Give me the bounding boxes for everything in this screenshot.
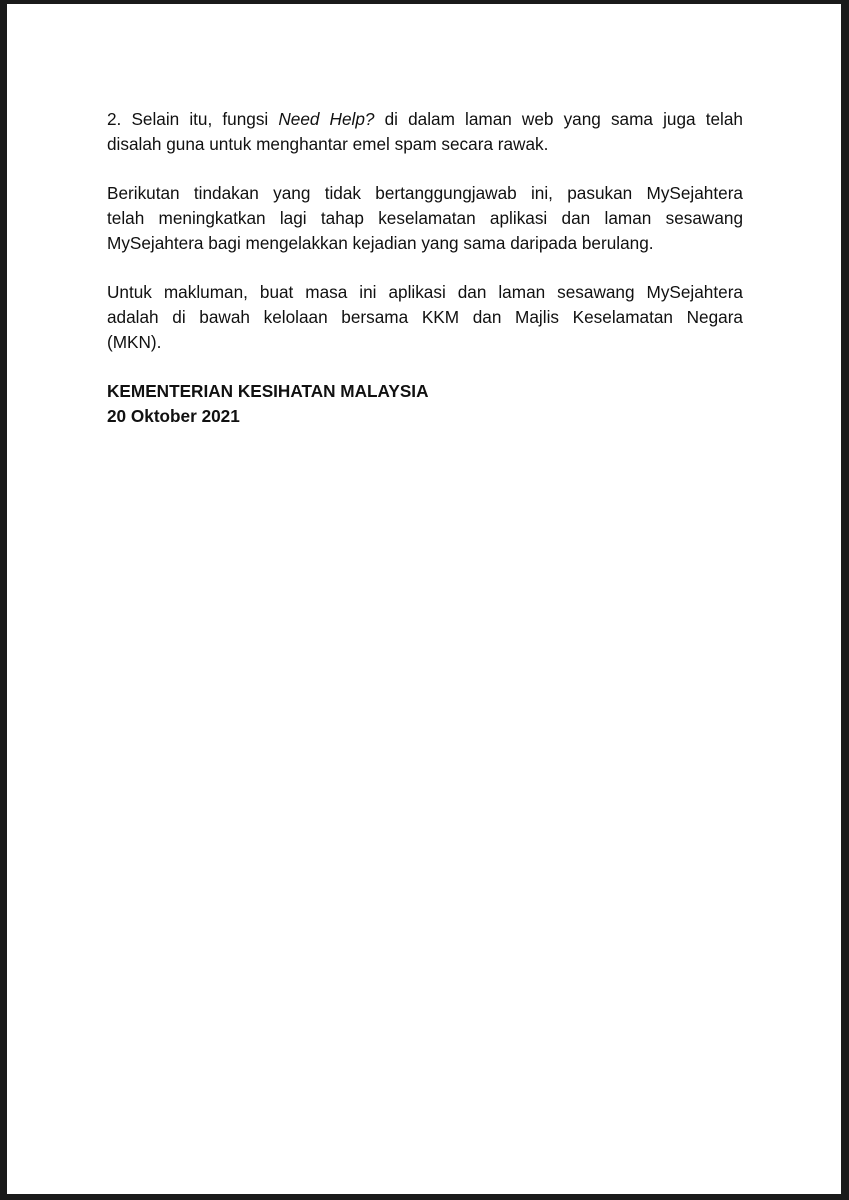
text-fragment: di dalam laman web yang sama juga telah [374, 109, 743, 129]
paragraph-line: Untuk makluman, buat masa ini aplikasi dan laman sesawang MySejahtera [107, 282, 743, 302]
paragraph-management-info [107, 280, 743, 355]
paragraph-line [107, 107, 743, 132]
paragraph-line: adalah di bawah kelolaan bersama KKM dan Majlis Keselamatan Negara [107, 307, 743, 327]
document-body [107, 107, 743, 429]
need-help-emphasis: Need Help? [278, 109, 375, 129]
paragraph-line: MySejahtera bagi mengelakkan kejadian yang sama daripada berulang. [107, 233, 654, 253]
paragraph-line: telah meningkatkan lagi tahap keselamatan aplikasi dan laman sesawang [107, 208, 743, 228]
signature-organization: KEMENTERIAN KESIHATAN MALAYSIA [107, 381, 429, 401]
paragraph-security-improvement [107, 181, 743, 256]
document-page [7, 4, 841, 1194]
paragraph-line: (MKN). [107, 332, 162, 352]
paragraph-line: disalah guna untuk menghantar emel spam secara rawak. [107, 134, 549, 154]
text-fragment: 2. Selain itu, fungsi [107, 109, 279, 129]
paragraph-line: Berikutan tindakan yang tidak bertanggungjawab ini, pasukan MySejahtera [107, 183, 743, 203]
signature-date: 20 Oktober 2021 [107, 406, 240, 426]
paragraph-need-help [107, 107, 743, 157]
